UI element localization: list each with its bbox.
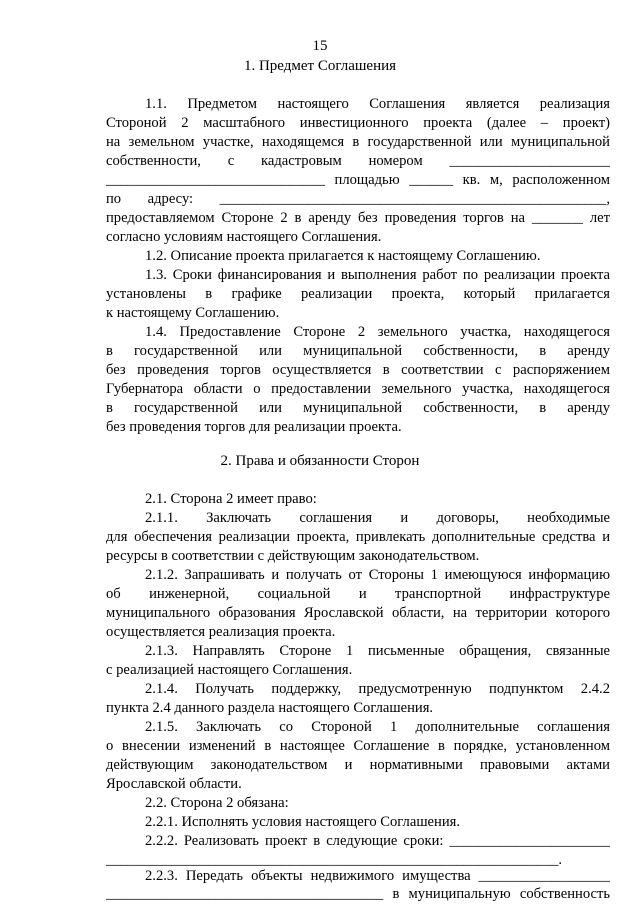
paragraph-line: о внесении изменений в настоящее Соглашение в порядке, установленном: [106, 738, 610, 754]
paragraph-line: 2.1.5. Заключать со Стороной 1 дополнительные соглашения: [145, 719, 610, 735]
paragraph-line: на земельном участке, находящемся в государственной или муниципальной: [106, 134, 610, 150]
paragraph-line: 2.1.4. Получать поддержку, предусмотренную подпунктом 2.4.2: [145, 681, 610, 697]
paragraph-line: действующим законодательством и нормативными правовыми актами: [106, 757, 610, 773]
paragraph-line: 2.1.3. Направлять Стороне 1 письменные обращения, связанные: [145, 643, 610, 659]
paragraph-line: собственности, с кадастровым номером ______________________: [106, 153, 610, 169]
paragraph-line: ______________________________ площадью ______ кв. м, расположенном: [106, 172, 610, 188]
paragraph-line: без проведения торгов для реализации проекта.: [106, 419, 402, 435]
paragraph-line: 1.2. Описание проекта прилагается к настоящему Соглашению.: [145, 248, 541, 264]
page-number: 15: [312, 38, 328, 54]
paragraph-line: ______________________________________________________________.: [106, 852, 563, 868]
paragraph-line: с реализацией настоящего Соглашения.: [106, 662, 353, 678]
paragraph-line: для обеспечения реализации проекта, привлекать дополнительные средства и: [106, 529, 610, 545]
paragraph-line: ______________________________________ в муниципальную собственность: [106, 886, 610, 902]
paragraph-line: к настоящему Соглашению.: [106, 305, 280, 321]
paragraph-line: установлены в графике реализации проекта, который прилагается: [106, 286, 610, 302]
paragraph-line: 2.2.2. Реализовать проект в следующие сроки: ______________________: [145, 833, 610, 849]
paragraph-line: согласно условиям настоящего Соглашения.: [106, 229, 382, 245]
paragraph-line: 2.1. Сторона 2 имеет право:: [145, 491, 317, 507]
paragraph-line: 1.3. Сроки финансирования и выполнения работ по реализации проекта: [145, 267, 610, 283]
paragraph-line: 2.2. Сторона 2 обязана:: [145, 795, 289, 811]
paragraph-line: Стороной 2 масштабного инвестиционного проекта (далее – проект): [106, 115, 610, 131]
paragraph-line: Ярославской области.: [106, 776, 242, 792]
paragraph-line: 2.1.2. Запрашивать и получать от Стороны 1 имеющуюся информацию: [145, 567, 610, 583]
paragraph-line: 2.2.3. Передать объекты недвижимого имущества __________________: [145, 868, 610, 884]
paragraph-line: пункта 2.4 данного раздела настоящего Соглашения.: [106, 700, 434, 716]
paragraph-line: без проведения торгов осуществляется в соответствии с распоряжением: [106, 362, 610, 378]
paragraph-line: осуществляется реализация проекта.: [106, 624, 336, 640]
section-1-title: 1. Предмет Соглашения: [243, 58, 397, 74]
paragraph-line: Губернатора области о предоставлении земельного участка, находящегося: [106, 381, 610, 397]
paragraph-line: в государственной или муниципальной собственности, в аренду: [106, 400, 610, 416]
paragraph-line: 1.1. Предметом настоящего Соглашения является реализация: [145, 96, 610, 112]
paragraph-line: 2.2.1. Исполнять условия настоящего Соглашения.: [145, 814, 461, 830]
paragraph-line: об инженерной, социальной и транспортной инфраструктуре: [106, 586, 610, 602]
paragraph-line: муниципального образования Ярославской области, на территории которого: [106, 605, 610, 621]
paragraph-line: в государственной или муниципальной собственности, в аренду: [106, 343, 610, 359]
paragraph-line: 1.4. Предоставление Стороне 2 земельного участка, находящегося: [145, 324, 610, 340]
paragraph-line: 2.1.1. Заключать соглашения и договоры, необходимые: [145, 510, 610, 526]
paragraph-line: по адресу: _____________________________________________________,: [106, 191, 610, 207]
paragraph-line: предоставляемом Стороне 2 в аренду без проведения торгов на _______ лет: [106, 210, 610, 226]
paragraph-line: ресурсы в соответствии с действующим законодательством.: [106, 548, 480, 564]
section-2-title: 2. Права и обязанности Сторон: [220, 453, 420, 469]
